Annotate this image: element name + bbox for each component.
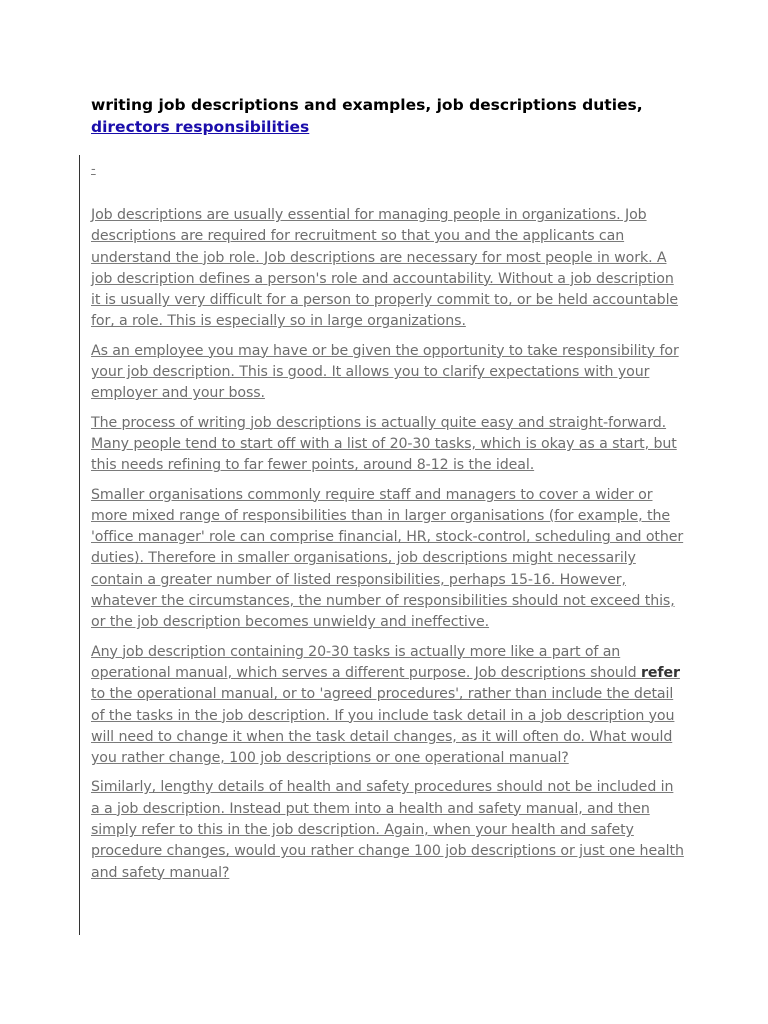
page-title bbox=[91, 94, 691, 138]
quote-divider bbox=[79, 155, 80, 935]
paragraph-5-end: to the operational manual, or to 'agreed procedures', rather than include the detail of the tasks in the job description. If you include task detail in a job description you will need to change it when the task detail changes, as it will often do. What would you rather change, 100 job descriptions or one operational manual? bbox=[91, 686, 675, 767]
paragraph-6: Similarly, lengthy details of health and safety procedures should not be included in a a job description. Instead put them into a health and safety manual, and then simply refer to this in the job description. Again, when your health and safety procedure changes, would you rather change 100 job descriptions or just one health and safety manual? bbox=[91, 779, 684, 881]
paragraph-5-start: Any job description containing 20-30 tasks is actually more like a part of an operational manual, which serves a different purpose. Job descriptions should bbox=[91, 643, 641, 681]
paragraph-1: Job descriptions are usually essential for managing people in organizations. Job descriptions are required for recruitment so that you and the applicants can understand the job role. Job descriptions are necessary for most people in work. A job description defines a person's role and accountability. Without a job description it is usually very difficult for a person to properly commit to, or be held accountable for, a role. This is especially so in large organizations. bbox=[91, 207, 679, 330]
refer-emphasis: refer bbox=[640, 664, 680, 681]
title-text: writing job descriptions and examples, job descriptions duties, bbox=[91, 96, 643, 114]
article-body bbox=[91, 205, 686, 892]
paragraph-5 bbox=[91, 642, 686, 770]
directors-responsibilities-link[interactable]: directors responsibilities bbox=[91, 118, 310, 136]
paragraph-3: The process of writing job descriptions is actually quite easy and straight-forward. Many people tend to start off with a list of 20-30 tasks, which is okay as a start, but this needs refining to far fewer points, around 8-12 is the ideal. bbox=[91, 414, 677, 474]
paragraph-4: Smaller organisations commonly require staff and managers to cover a wider or more mixed range of responsibilities than in larger organisations (for example, the 'office manager' role can comprise financial, HR, stock-control, scheduling and other duties). Therefore in smaller organisations, job descriptions might necessarily contain a greater number of listed responsibilities, perhaps 15-16. However, whatever the circumstances, the number of responsibilities should not exceed this, or the job description becomes unwieldy and ineffective. bbox=[91, 486, 684, 631]
dash-marker: - bbox=[91, 162, 96, 177]
paragraph-2: As an employee you may have or be given the opportunity to take responsibility for your job description. This is good. It allows you to clarify expectations with your employer and your boss. bbox=[91, 342, 679, 402]
